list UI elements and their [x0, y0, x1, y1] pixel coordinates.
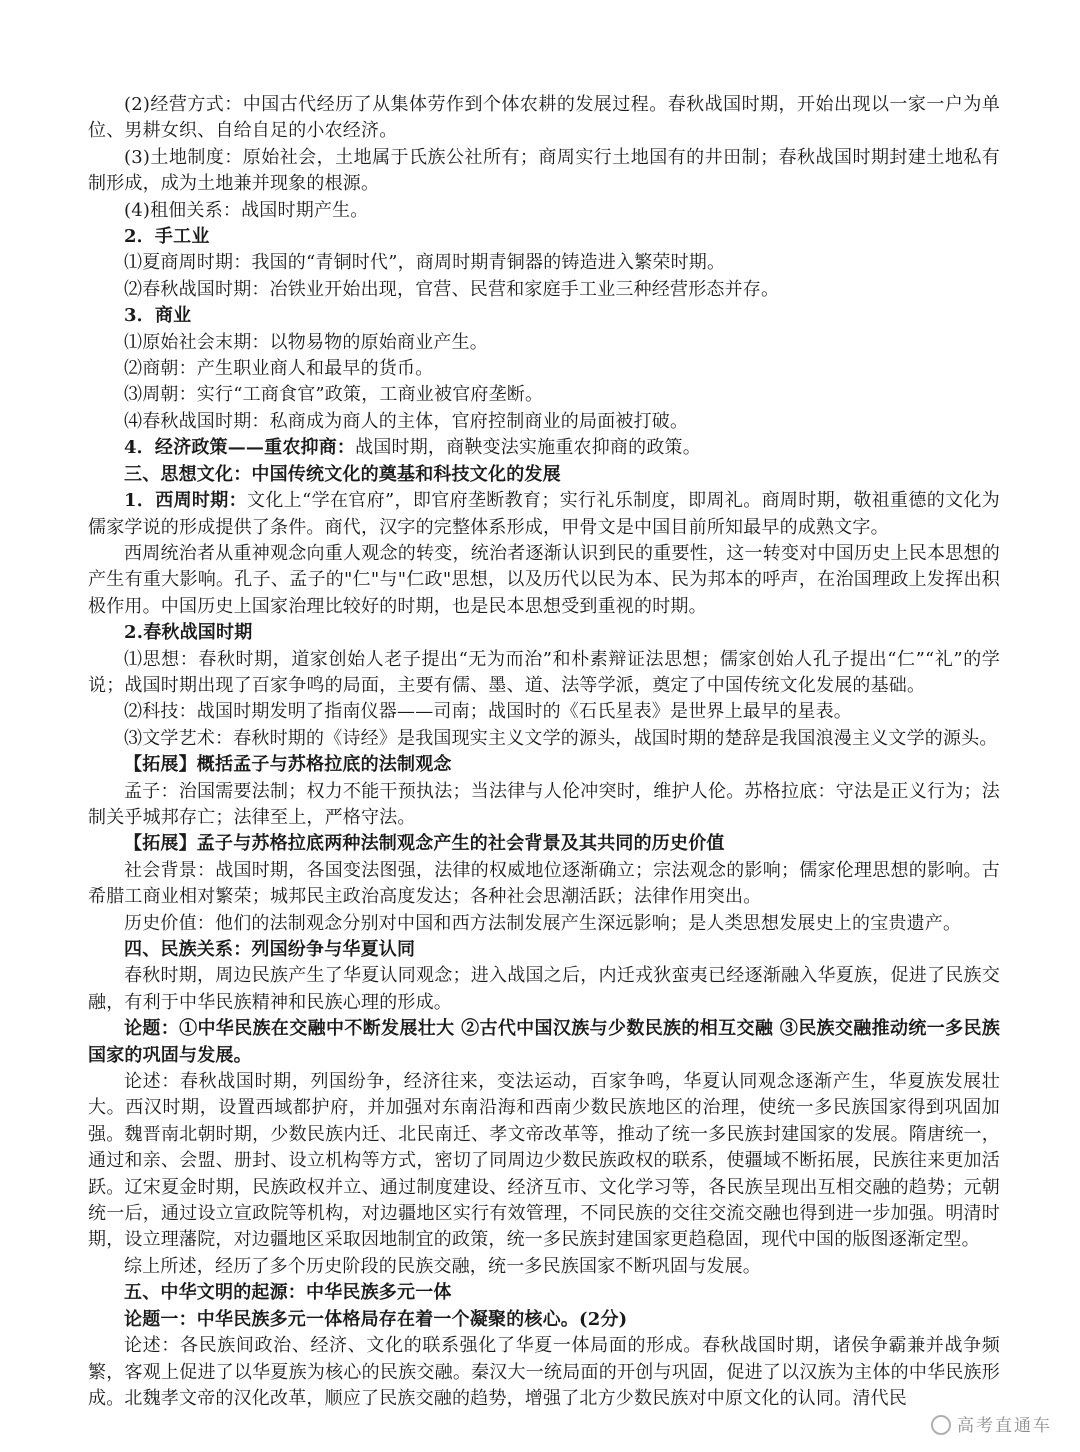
para-chunqiu-shangye: ⑷春秋战国时期：私商成为商人的主体，官府控制商业的局面被打破。 — [124, 410, 689, 432]
para-shehui-beijing: 社会背景：战国时期，各国变法图强，法律的权威地位逐渐确立；宗法观念的影响；儒家伦理思想的影响。古希腊工商业相对繁荣；城邦民主政治高度发达；各种社会思潮活跃；法律作用突出。 — [88, 859, 1000, 908]
document-page — [88, 92, 1000, 1412]
heading-jingji-zhengce: 4．经济政策——重农抑商： — [124, 437, 356, 459]
heading-sixiang-wenhua: 三、思想文化：中国传统文化的奠基和科技文化的发展 — [124, 463, 561, 485]
heading-lunti-1: 论题一：中华民族多元一体格局存在着一个凝聚的核心。 — [124, 1308, 579, 1330]
watermark — [931, 1411, 1052, 1436]
para-huaxia-rentong: 春秋时期，周边民族产生了华夏认同观念；进入战国之后，内迁戎狄蛮夷已经逐渐融入华夏族，促进了民族交融，有利于中华民族精神和民族心理的形成。 — [88, 965, 1000, 1013]
para-fazhi-guannian: 孟子：治国需要法制；权力不能干预执法；当法律与人伦冲突时，维护人伦。苏格拉底：守法是正义行为；法制关乎城邦存亡；法律至上，严格守法。 — [88, 780, 1000, 828]
para-zongshang: 综上所述，经历了多个历史阶段的民族交融，统一多民族国家不断巩固与发展。 — [124, 1255, 761, 1277]
para-sixiang: ⑴思想：春秋时期，道家创始人老子提出“无为而治”和朴素辩证法思想；儒家创始人孔子提出“仁”“礼”的学说；战国时期出现了百家争鸣的局面，主要有儒、墨、道、法等学派，奠定了中国传统文化发展的基础。 — [88, 648, 1000, 696]
para-keji: ⑵科技：战国时期发明了指南仪器——司南；战国时的《石氏星表》是世界上最早的星表。 — [124, 701, 852, 723]
watermark-text: 高考直通车 — [957, 1416, 1052, 1436]
para-minben: 西周统治者从重神观念向重人观念的转变，统治者逐渐认识到民的重要性，这一转变对中国历史上民本思想的产生有重大影响。孔子、孟子的"仁"与"仁政"思想，以及历代以民为本、民为邦本的呼声，在治国理政上发挥出积极作用。中国历史上国家治理比较好的时期，也是民本思想受到重视的时期。 — [88, 542, 1000, 617]
heading-tuozhan-2: 【拓展】孟子与苏格拉底两种法制观念产生的社会背景及其共同的历史价值 — [124, 833, 725, 855]
para-shangchao: ⑵商朝：产生职业商人和最早的货币。 — [124, 358, 434, 380]
para-lunshu: 论述：春秋战国时期，列国纷争，经济往来，变法运动，百家争鸣，华夏认同观念逐渐产生，华夏族发展壮大。西汉时期，设置西域都护府，并加强对东南沿海和西南少数民族地区的治理，使统一多民族国家得到巩固加强。魏晋南北朝时期，少数民族内迁、北民南迁、孝文帝改革等，推动了统一多民族封建国家的发展。隋唐统一，通过和亲、会盟、册封、设立机构等方式，密切了同周边少数民族政权的联系，使疆域不断拓展，民族往来更加活跃。辽宋夏金时期，民族政权并立、通过制度建设、经济互市、文化学习等，各民族呈现出互相交融的趋势；元朝统一后，通过设立宣政院等机构，对边疆地区实行有效管理，不同民族的交往交流交融也得到进一步加强。明清时期，设立理藩院，对边疆地区采取因地制宜的政策，统一多民族封建国家更趋稳固，现代中国的版图逐渐定型。 — [88, 1071, 1000, 1251]
para-yuanshi: ⑴原始社会末期：以物易物的原始商业产生。 — [124, 331, 488, 353]
heading-lunti: 论题：①中华民族在交融中不断发展壮大 ②古代中国汉族与少数民族的相互交融 ③民族交融推动统一多民族国家的巩固与发展。 — [88, 1018, 1000, 1066]
para-zudian: (4)租佃关系：战国时期产生。 — [124, 199, 369, 221]
heading-shougongye: 2．手工业 — [124, 226, 210, 248]
para-jingying: (2)经营方式：中国古代经历了从集体劳作到个体农耕的发展过程。春秋战国时期，开始出现以一家一户为单位、男耕女织、自给自足的小农经济。 — [88, 94, 1000, 142]
para-tudi: (3)土地制度：原始社会，土地属于氏族公社所有；商周实行土地国有的井田制；春秋战国时期封建土地私有制形成，成为土地兼并现象的根源。 — [88, 146, 1000, 195]
logo-icon — [931, 1415, 951, 1435]
para-lishi-jiazhi: 历史价值：他们的法制观念分别对中国和西方法制发展产生深远影响；是人类思想发展史上的宝贵遗产。 — [124, 912, 962, 934]
text-xizhou: 文化上“学在官府”，即官府垄断教育；实行礼乐制度，即周礼。商周时期，敬祖重德的文化为儒家学说的形成提供了条件。商代，汉字的完整体系形成，甲骨文是中国目前所知最早的成熟文字。 — [88, 490, 1000, 538]
heading-wenming-qiyuan: 五、中华文明的起源：中华民族多元一体 — [124, 1282, 452, 1304]
heading-chunqiu-zhanguo: 2.春秋战国时期 — [124, 622, 253, 644]
para-zhouchao: ⑶周朝：实行“工商食官”政策，工商业被官府垄断。 — [124, 384, 544, 406]
heading-minzu-guanxi: 四、民族关系：列国纷争与华夏认同 — [124, 939, 416, 960]
heading-shangye: 3．商业 — [124, 305, 192, 327]
para-xizhou — [88, 488, 1000, 541]
para-xiashangzhou: ⑴夏商周时期：我国的“青铜时代”，商周时期青铜器的铸造进入繁荣时期。 — [124, 252, 726, 274]
para-wenxue: ⑶文学艺术：春秋时期的《诗经》是我国现实主义文学的源头，战国时期的楚辞是我国浪漫主义文学的源头。 — [124, 727, 998, 749]
para-chunqiu-shougongye: ⑵春秋战国时期：冶铁业开始出现，官营、民营和家庭手工业三种经营形态并存。 — [124, 278, 780, 300]
para-lunshu-1: 论述：各民族间政治、经济、文化的联系强化了华夏一体局面的形成。春秋战国时期，诸侯争霸兼并战争频繁，客观上促进了以华夏族为核心的民族交融。秦汉大一统局面的开创与巩固，促进了以汉族为主体的中华民族形成。北魏孝文帝的汉化改革，顺应了民族交融的趋势，增强了北方少数民族对中原文化的认同。清代民 — [88, 1335, 1000, 1409]
text-jingji-zhengce: 战国时期，商鞅变法实施重农抑商的政策。 — [355, 437, 701, 459]
para-jingji-zhengce — [88, 435, 1000, 461]
para-lunti-1 — [88, 1307, 1000, 1333]
score-lunti-1: (2分) — [579, 1308, 628, 1330]
heading-xizhou: 1．西周时期： — [124, 490, 247, 512]
heading-tuozhan-1: 【拓展】概括孟子与苏格拉底的法制观念 — [124, 754, 452, 776]
